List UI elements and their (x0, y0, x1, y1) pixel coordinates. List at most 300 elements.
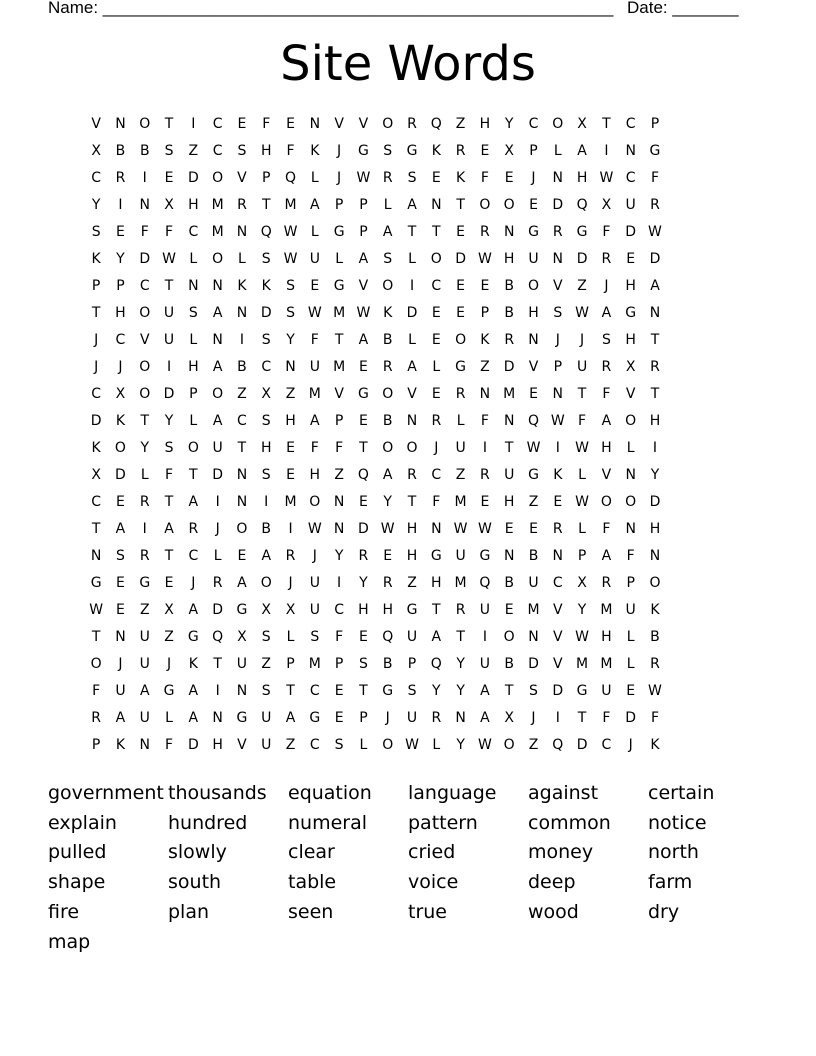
grid-letter: H (479, 116, 491, 132)
grid-letter: O (503, 197, 515, 213)
grid-letter: Q (357, 467, 369, 483)
grid-letter: V (553, 602, 563, 618)
grid-letter: R (382, 170, 393, 186)
grid-letter: C (431, 278, 442, 294)
grid-letter: T (577, 710, 587, 726)
grid-row (84, 381, 740, 408)
grid-letter: A (310, 197, 320, 213)
grid-letter: I (142, 170, 147, 186)
grid-letter: H (260, 143, 272, 159)
grid-letter: B (382, 332, 393, 348)
grid-letter: W (283, 224, 298, 240)
grid-letter: U (406, 710, 418, 726)
grid-letter: O (455, 332, 467, 348)
grid-letter: S (529, 683, 538, 699)
grid-letter: U (479, 656, 491, 672)
grid-letter: X (504, 710, 514, 726)
grid-letter: S (601, 332, 611, 348)
grid-letter: G (309, 710, 321, 726)
word-bank-item: government (48, 782, 164, 804)
grid-letter: Y (91, 197, 101, 213)
grid-letter: L (238, 251, 246, 267)
grid-letter: N (552, 170, 564, 186)
grid-letter: J (604, 278, 609, 294)
grid-letter: O (236, 521, 248, 537)
name-label: Name: ______________________________________________________ (48, 0, 614, 17)
grid-letter: P (529, 143, 538, 159)
grid-row (84, 543, 740, 570)
grid-letter: A (480, 710, 490, 726)
grid-letter: A (188, 683, 199, 699)
grid-letter: O (479, 197, 491, 213)
word-bank-item: plan (168, 900, 210, 923)
grid-letter: Y (577, 602, 587, 618)
grid-letter: L (165, 710, 173, 726)
word-search-grid (84, 111, 740, 759)
grid-letter: F (310, 332, 319, 348)
grid-letter: S (261, 683, 271, 699)
grid-letter: O (382, 737, 394, 753)
grid-letter: Z (285, 386, 296, 402)
grid-letter: U (309, 602, 320, 618)
grid-letter: X (577, 116, 587, 132)
grid-letter: K (480, 332, 490, 348)
grid-letter: L (286, 629, 295, 645)
grid-letter: E (553, 494, 563, 510)
grid-letter: H (601, 629, 612, 645)
grid-letter: H (406, 521, 418, 537)
grid-letter: U (625, 197, 636, 213)
grid-letter: A (261, 548, 272, 564)
grid-letter: T (334, 332, 344, 348)
grid-letter: R (212, 575, 223, 591)
grid-letter: E (358, 413, 368, 429)
grid-letter: P (407, 656, 417, 672)
grid-letter: V (139, 332, 150, 348)
grid-letter: C (212, 143, 223, 159)
grid-letter: R (431, 710, 442, 726)
grid-letter: G (455, 359, 467, 375)
grid-letter: O (382, 116, 394, 132)
grid-letter: C (139, 278, 150, 294)
grid-letter: O (139, 359, 151, 375)
grid-letter: J (434, 440, 439, 456)
grid-letter: B (504, 656, 514, 672)
grid-letter: M (308, 656, 321, 672)
grid-letter: D (503, 359, 515, 375)
grid-letter: O (430, 251, 442, 267)
grid-letter: P (334, 656, 344, 672)
grid-letter: I (288, 521, 293, 537)
grid-letter: V (601, 467, 612, 483)
grid-letter: N (236, 494, 248, 510)
grid-letter: E (456, 224, 466, 240)
word-bank-item: language (408, 782, 497, 804)
grid-letter: M (333, 305, 346, 321)
grid-letter: L (408, 332, 416, 348)
grid-letter: L (140, 467, 149, 483)
grid-letter: A (407, 197, 417, 213)
grid-letter: P (553, 359, 563, 375)
grid-letter: G (333, 278, 345, 294)
grid-letter: B (237, 359, 247, 375)
grid-letter: G (357, 143, 369, 159)
grid-letter: G (236, 710, 248, 726)
grid-letter: X (261, 386, 272, 402)
grid-letter: G (357, 386, 369, 402)
grid-letter: N (333, 494, 345, 510)
grid-letter: T (504, 440, 514, 456)
grid-letter: C (528, 116, 539, 132)
grid-letter: W (89, 602, 104, 618)
grid-letter: Y (164, 413, 174, 429)
grid-letter: R (285, 548, 296, 564)
grid-letter: E (358, 629, 368, 645)
grid-letter: R (237, 197, 247, 213)
grid-letter: K (553, 467, 563, 483)
grid-letter: U (163, 305, 175, 321)
grid-letter: S (310, 629, 320, 645)
grid-letter: N (115, 116, 126, 132)
grid-letter: E (164, 170, 174, 186)
grid-letter: V (553, 278, 563, 294)
grid-letter: A (212, 305, 223, 321)
grid-letter: S (261, 467, 271, 483)
grid-letter: N (431, 521, 442, 537)
grid-letter: N (503, 224, 515, 240)
grid-letter: D (576, 737, 588, 753)
grid-letter: U (406, 629, 418, 645)
grid-letter: N (649, 305, 661, 321)
grid-letter: U (212, 440, 223, 456)
grid-letter: S (261, 251, 271, 267)
grid-letter: Y (359, 575, 368, 591)
date-label: Date: _______ (627, 0, 739, 17)
grid-letter: W (550, 413, 565, 429)
grid-letter: Z (285, 737, 296, 753)
grid-letter: T (407, 224, 417, 240)
grid-letter: E (626, 251, 636, 267)
word-bank-item: dry (648, 900, 680, 923)
grid-letter: K (237, 278, 247, 294)
grid-letter: E (431, 332, 441, 348)
word-bank-item: common (528, 811, 611, 834)
date-field (627, 0, 739, 19)
grid-letter: C (625, 170, 636, 186)
grid-letter: O (382, 278, 394, 294)
grid-letter: T (456, 629, 465, 645)
grid-letter: D (260, 305, 272, 321)
grid-letter: H (649, 521, 661, 537)
grid-letter: H (503, 251, 515, 267)
grid-letter: O (212, 386, 224, 402)
grid-letter: Y (116, 251, 125, 267)
grid-letter: R (601, 575, 612, 591)
grid-letter: F (140, 224, 149, 240)
grid-letter: A (407, 359, 417, 375)
word-bank-item: hundred (168, 811, 248, 834)
word-bank-item: against (528, 782, 599, 804)
grid-letter: W (283, 251, 298, 267)
grid-letter: E (237, 548, 247, 564)
grid-letter: C (601, 737, 612, 753)
grid-row (84, 219, 740, 246)
grid-letter: K (431, 143, 441, 159)
grid-letter: Z (528, 494, 539, 510)
word-bank-item: wood (528, 900, 579, 923)
grid-letter: P (189, 386, 198, 402)
grid-letter: H (212, 737, 223, 753)
grid-letter: A (480, 683, 490, 699)
grid-letter: O (212, 170, 224, 186)
grid-letter: E (358, 494, 368, 510)
grid-letter: U (139, 629, 150, 645)
grid-letter: V (358, 278, 369, 294)
grid-letter: E (431, 386, 441, 402)
word-bank-item: pattern (408, 811, 478, 834)
grid-letter: R (480, 224, 490, 240)
grid-letter: H (309, 467, 321, 483)
grid-letter: I (482, 629, 487, 645)
grid-letter: N (236, 305, 248, 321)
grid-letter: K (310, 143, 320, 159)
grid-letter: J (215, 521, 220, 537)
grid-letter: O (503, 629, 515, 645)
grid-letter: J (337, 170, 342, 186)
grid-letter: S (261, 332, 271, 348)
grid-letter: S (286, 278, 295, 294)
grid-letter: T (432, 224, 441, 240)
grid-letter: K (91, 251, 101, 267)
grid-letter: A (382, 224, 393, 240)
grid-letter: N (90, 548, 102, 564)
grid-letter: N (528, 629, 539, 645)
grid-letter: E (431, 305, 441, 321)
grid-letter: N (625, 143, 636, 159)
grid-letter: C (115, 332, 126, 348)
grid-row (84, 570, 740, 597)
grid-letter: H (503, 494, 515, 510)
grid-letter: J (531, 710, 536, 726)
grid-letter: F (286, 143, 295, 159)
grid-letter: L (456, 413, 465, 429)
grid-letter: D (139, 251, 151, 267)
grid-letter: E (164, 575, 174, 591)
grid-letter: S (334, 737, 344, 753)
grid-letter: J (288, 575, 293, 591)
grid-letter: Q (212, 629, 224, 645)
grid-letter: A (188, 602, 199, 618)
grid-row (84, 678, 740, 705)
grid-letter: M (600, 602, 613, 618)
grid-letter: T (504, 683, 514, 699)
grid-letter: W (575, 440, 589, 456)
grid-letter: C (188, 224, 199, 240)
grid-letter: E (116, 575, 125, 591)
grid-letter: F (626, 548, 635, 564)
grid-letter: U (625, 602, 636, 618)
grid-letter: M (503, 386, 516, 402)
grid-letter: X (504, 143, 514, 159)
grid-letter: H (649, 413, 661, 429)
grid-letter: Y (456, 683, 465, 699)
grid-letter: H (188, 359, 199, 375)
grid-letter: E (529, 521, 538, 537)
grid-letter: G (528, 224, 539, 240)
word-bank-item: money (528, 841, 594, 864)
grid-letter: T (164, 494, 174, 510)
grid-letter: T (91, 629, 101, 645)
grid-letter: H (431, 575, 442, 591)
grid-letter: I (337, 575, 342, 591)
grid-letter: H (625, 332, 636, 348)
grid-letter: O (114, 440, 126, 456)
grid-letter: I (142, 521, 147, 537)
grid-letter: L (310, 224, 319, 240)
grid-letter: T (261, 197, 271, 213)
grid-letter: S (164, 440, 174, 456)
grid-letter: U (115, 683, 126, 699)
word-bank-item: voice (408, 871, 459, 894)
grid-letter: B (528, 548, 539, 564)
grid-letter: C (431, 467, 442, 483)
grid-letter: C (91, 494, 102, 510)
grid-letter: I (191, 116, 196, 132)
grid-letter: M (600, 656, 613, 672)
grid-letter: U (236, 656, 248, 672)
grid-letter: D (552, 683, 564, 699)
grid-letter: U (309, 575, 320, 591)
grid-letter: X (625, 359, 636, 375)
grid-letter: U (528, 575, 539, 591)
grid-letter: R (552, 224, 563, 240)
grid-letter: A (601, 305, 612, 321)
grid-letter: X (261, 602, 272, 618)
grid-letter: X (237, 629, 247, 645)
grid-letter: W (648, 224, 662, 240)
grid-letter: O (625, 494, 637, 510)
grid-row (84, 354, 740, 381)
grid-row (84, 273, 740, 300)
grid-letter: G (90, 575, 102, 591)
grid-letter: O (382, 386, 394, 402)
grid-letter: H (528, 305, 539, 321)
grid-letter: W (307, 305, 322, 321)
grid-letter: R (552, 521, 563, 537)
grid-letter: H (382, 602, 393, 618)
grid-letter: U (139, 710, 150, 726)
grid-letter: G (576, 683, 588, 699)
grid-letter: L (432, 737, 441, 753)
grid-letter: J (628, 737, 633, 753)
grid-letter: B (650, 629, 660, 645)
grid-letter: H (115, 305, 126, 321)
grid-letter: Z (480, 359, 490, 375)
grid-letter: Q (430, 116, 442, 132)
grid-letter: C (237, 413, 247, 429)
grid-letter: T (577, 386, 587, 402)
grid-letter: D (528, 656, 539, 672)
grid-letter: T (164, 116, 174, 132)
grid-letter: V (358, 116, 369, 132)
grid-letter: Y (286, 332, 295, 348)
grid-letter: N (406, 413, 418, 429)
grid-letter: J (580, 332, 585, 348)
grid-letter: Y (383, 494, 392, 510)
grid-letter: W (648, 683, 662, 699)
grid-letter: R (382, 359, 393, 375)
grid-letter: N (552, 386, 564, 402)
grid-letter: E (529, 197, 538, 213)
grid-letter: L (408, 251, 416, 267)
grid-letter: I (652, 440, 658, 456)
grid-letter: C (261, 359, 272, 375)
grid-letter: C (552, 575, 563, 591)
grid-letter: A (601, 548, 612, 564)
grid-letter: B (382, 656, 393, 672)
grid-letter: X (91, 143, 101, 159)
grid-letter: C (334, 602, 344, 618)
grid-letter: T (602, 116, 611, 132)
grid-letter: N (115, 629, 126, 645)
grid-letter: O (382, 440, 394, 456)
grid-letter: C (625, 116, 636, 132)
grid-letter: J (385, 710, 390, 726)
grid-letter: H (601, 440, 612, 456)
grid-letter: E (504, 602, 514, 618)
grid-letter: I (409, 278, 415, 294)
grid-letter: S (261, 413, 271, 429)
grid-letter: O (212, 251, 224, 267)
grid-letter: M (211, 224, 224, 240)
grid-letter: E (456, 305, 466, 321)
grid-letter: F (310, 440, 319, 456)
grid-letter: Z (455, 467, 466, 483)
grid-letter: R (91, 710, 102, 726)
word-bank-item: thousands (168, 782, 267, 804)
grid-letter: G (187, 629, 199, 645)
grid-letter: Y (456, 656, 465, 672)
grid-letter: D (649, 494, 661, 510)
grid-letter: P (359, 197, 368, 213)
grid-letter: E (504, 521, 514, 537)
grid-letter: F (165, 467, 174, 483)
grid-letter: O (503, 737, 515, 753)
grid-letter: A (431, 629, 442, 645)
grid-letter: I (264, 494, 269, 510)
grid-letter: K (115, 413, 126, 429)
grid-letter: Z (577, 278, 587, 294)
grid-row (84, 435, 740, 462)
grid-letter: J (94, 359, 99, 375)
grid-letter: J (531, 170, 536, 186)
grid-letter: F (480, 170, 489, 186)
grid-letter: N (479, 386, 491, 402)
grid-letter: O (90, 656, 102, 672)
grid-letter: I (555, 440, 560, 456)
word-bank-item: slowly (168, 841, 227, 864)
grid-letter: Y (140, 440, 150, 456)
grid-letter: F (602, 224, 611, 240)
grid-letter: Y (650, 467, 660, 483)
grid-letter: T (140, 413, 150, 429)
grid-letter: I (555, 710, 560, 726)
grid-letter: F (650, 710, 659, 726)
word-bank-item: north (648, 841, 699, 864)
grid-letter: D (406, 305, 418, 321)
grid-letter: N (236, 467, 248, 483)
word-bank-item: explain (48, 811, 117, 834)
